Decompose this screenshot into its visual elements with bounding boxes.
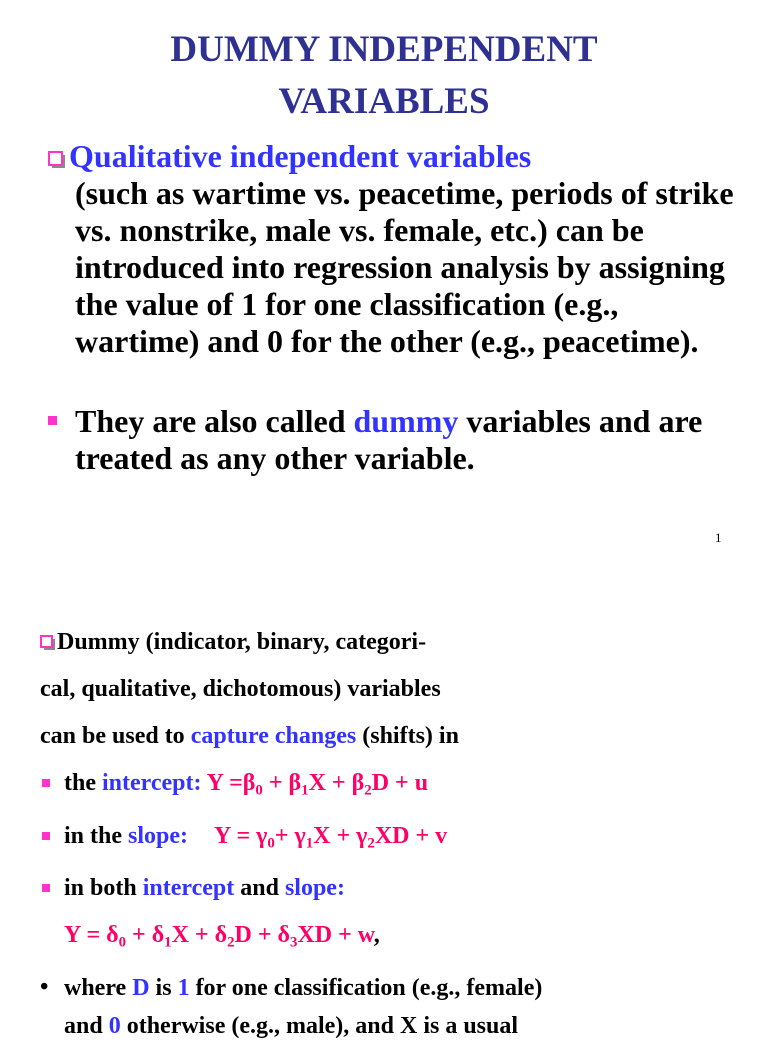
point1-lead: Qualitative independent variables	[69, 138, 532, 174]
point2-text	[75, 403, 746, 477]
square-bullet-icon	[42, 832, 50, 840]
title-line-1: DUMMY INDEPENDENT	[170, 29, 598, 70]
where-line-2: and 0 otherwise (e.g., male), and X is a usual	[64, 1013, 519, 1039]
point-dummy-names	[46, 403, 746, 477]
page-number: 1	[715, 530, 722, 545]
square-bullet-icon	[48, 416, 57, 425]
point2-dummy: dummy	[353, 403, 459, 439]
point1-body: (such as wartime vs. peacetime, periods of strike vs. nonstrike, male vs. female, etc.) can be introduced into regression analysis by assigning the value of 1 for one classification (e.g., wartime) and 0 for the other (e.g., peacetime).	[75, 175, 734, 359]
slide2-line-3	[40, 722, 459, 750]
point-qualitative	[48, 138, 748, 360]
b3-and: and	[240, 875, 279, 901]
slide2-line1-text: Dummy (indicator, binary, categori-	[57, 629, 427, 655]
square-bullet-icon	[42, 884, 50, 892]
title-line-2: VARIABLES	[278, 81, 490, 122]
equation-2: $Y = \gamma_0+ \gamma_1X + \gamma_2XD + v$	[214, 823, 448, 852]
bullet-both-text	[64, 874, 345, 902]
point2-part-a: They are also called	[75, 403, 346, 439]
where-text: where D is 1 for one classification (e.g., female)	[64, 975, 543, 1001]
line3-a: can be used to	[40, 723, 185, 749]
b2-slope: slope:	[128, 823, 189, 849]
checkbox-bullet-icon	[40, 635, 55, 650]
b3-intercept: intercept	[142, 875, 235, 901]
slide2-line-1	[40, 628, 426, 656]
line3-c: (shifts) in	[362, 723, 459, 749]
point1-lead-line	[48, 138, 748, 175]
b1-a: the	[64, 770, 96, 796]
bullet-slope-text	[64, 822, 447, 850]
b2-a: in the	[64, 823, 123, 849]
slide1-title	[0, 24, 768, 128]
b1-intercept: intercept:	[102, 770, 202, 796]
checkbox-bullet-icon	[48, 151, 65, 168]
b3-a: in both	[64, 875, 137, 901]
capture-changes: capture changes	[190, 723, 357, 749]
equation-1: $Y =\beta_0 + \beta_1X + \beta_2D + u$	[206, 770, 429, 799]
equation-3: $Y = \delta_0 + \delta_1X + \delta_2D + \delta_3XD + w$,	[64, 922, 380, 951]
b3-slope: slope:	[284, 875, 345, 901]
point2-part-c: variables and are treated as any other variable.	[75, 403, 703, 476]
bullet-intercept-text	[64, 769, 428, 797]
square-bullet-icon	[42, 779, 50, 787]
slide2-line-2: cal, qualitative, dichotomous) variables	[40, 676, 441, 702]
round-bullet-icon: •	[40, 974, 49, 1000]
